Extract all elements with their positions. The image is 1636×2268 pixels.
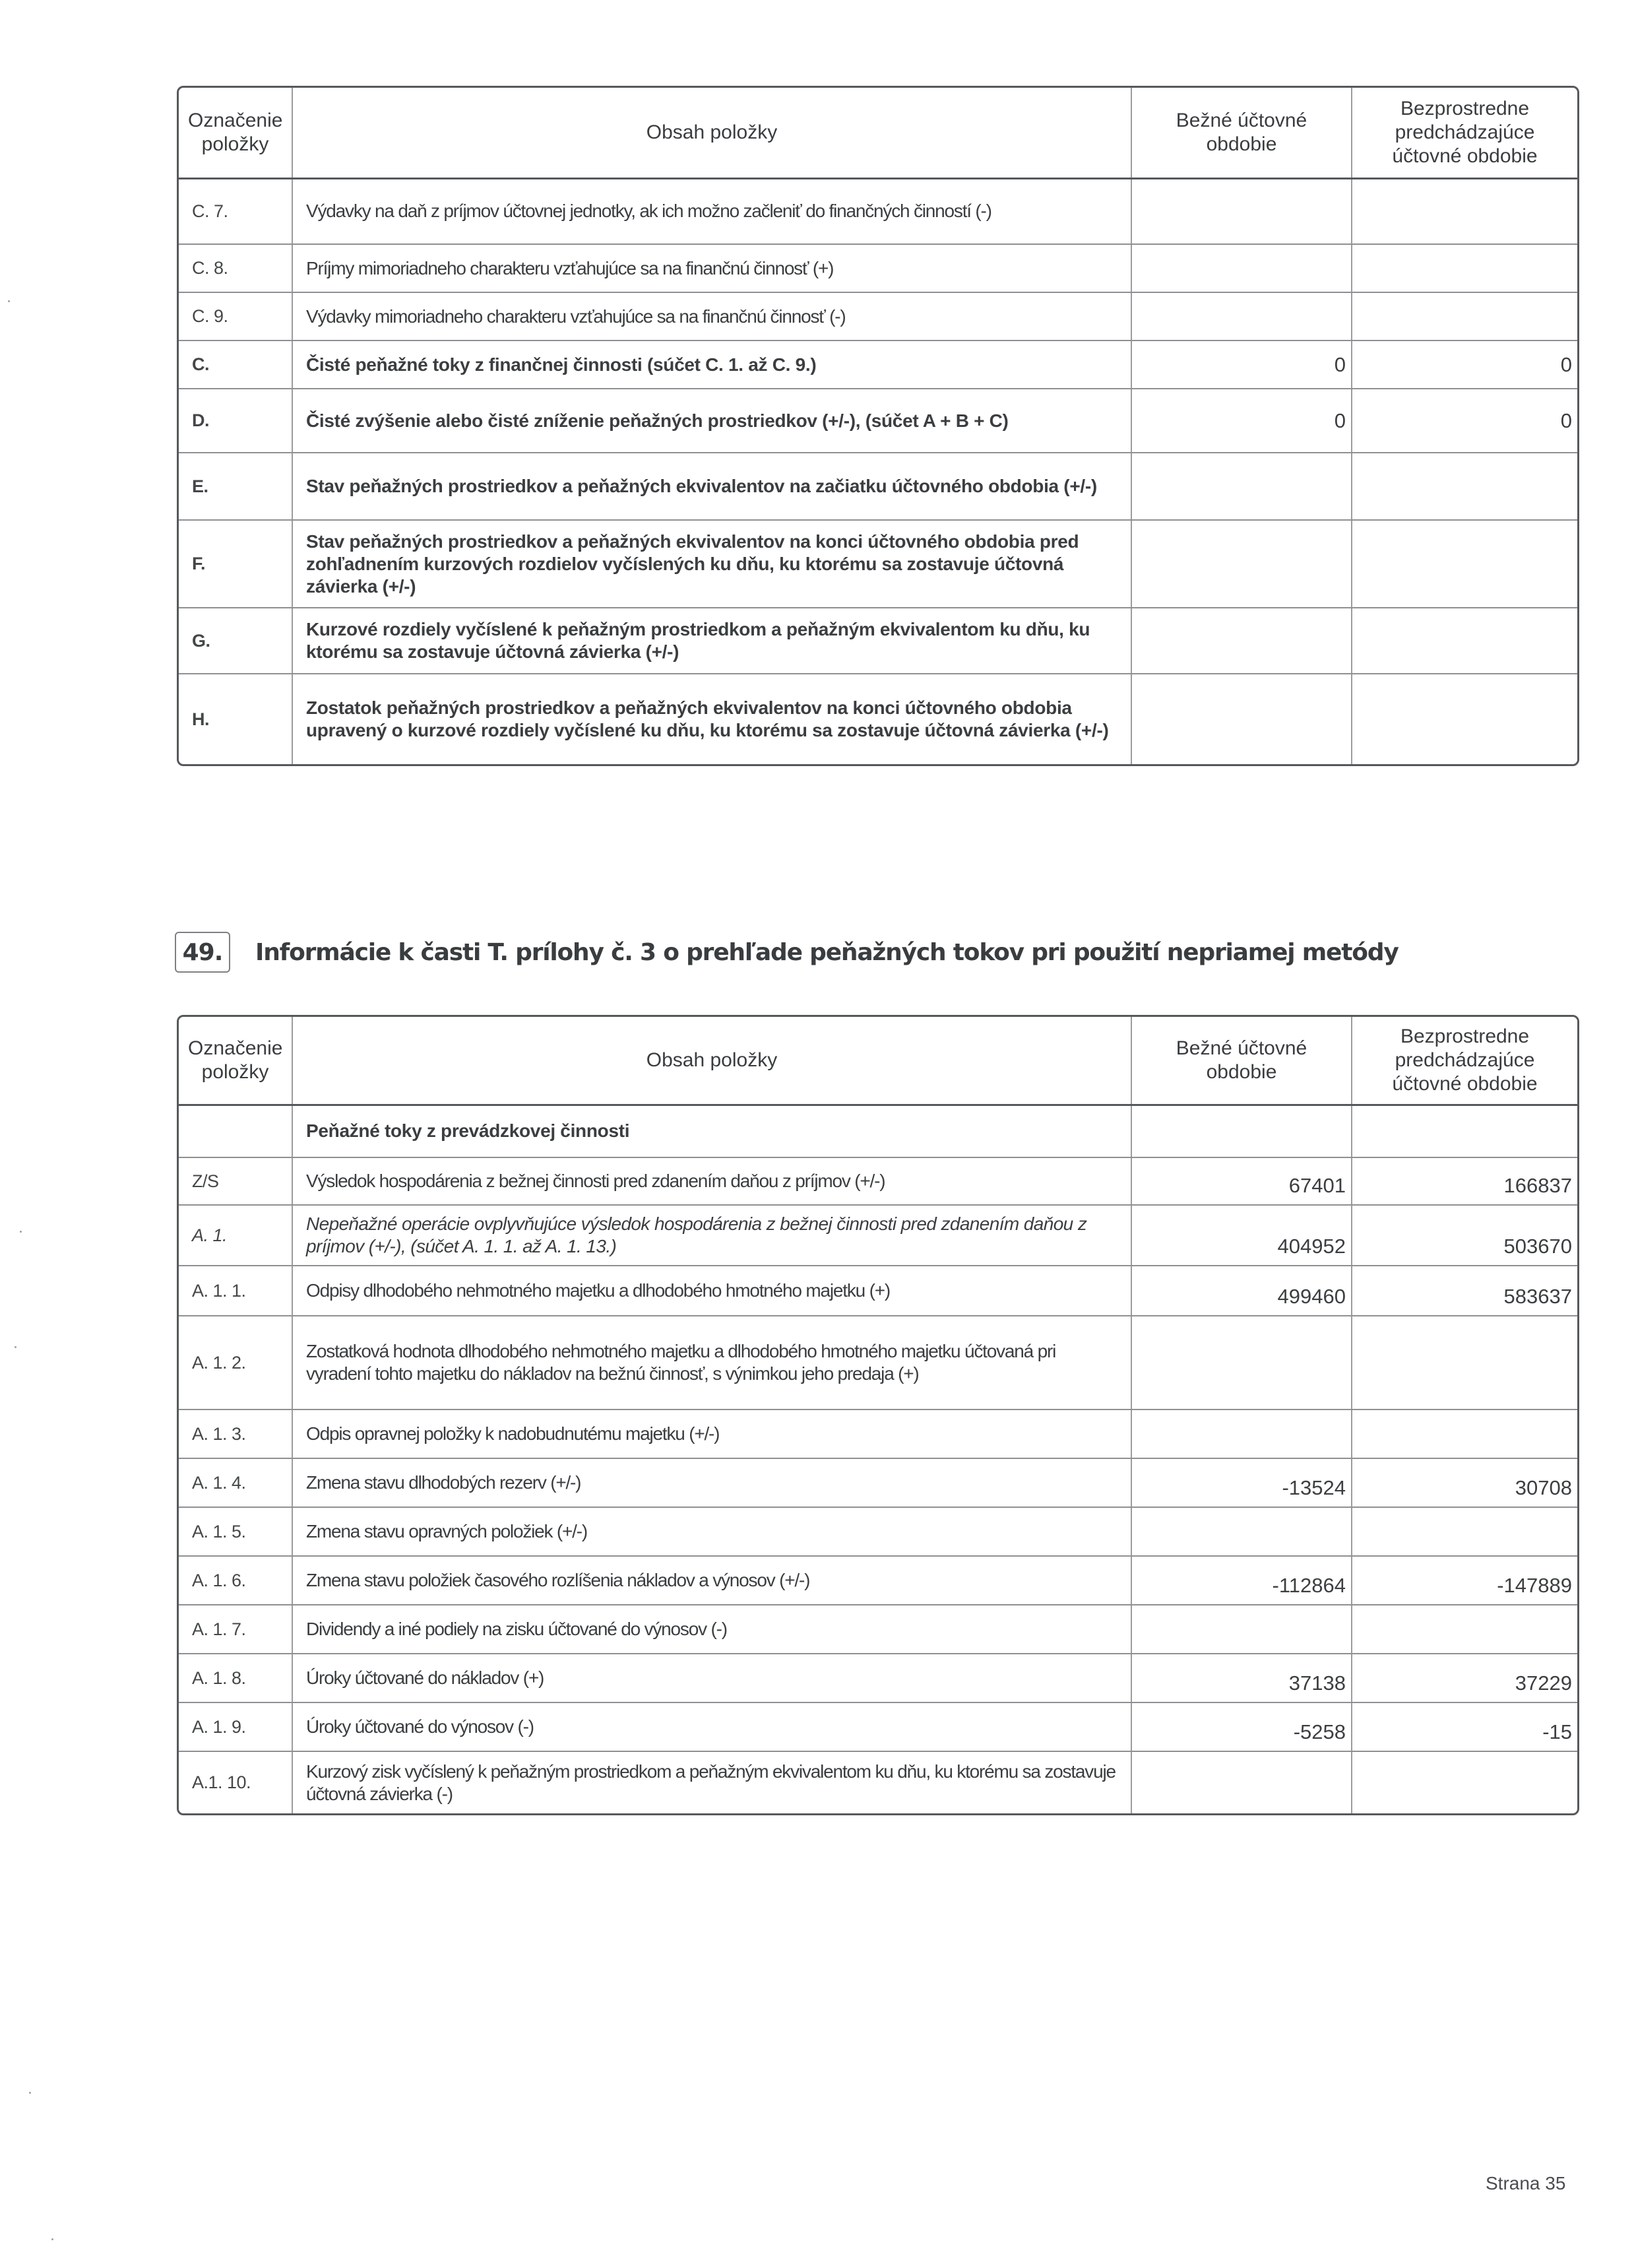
value-current-period xyxy=(1131,453,1352,520)
value-current-period: 37138 xyxy=(1131,1654,1352,1702)
header-code: Označenie položky xyxy=(179,88,292,178)
value-previous-period: 0 xyxy=(1352,389,1577,453)
value-previous-period xyxy=(1352,1507,1577,1556)
table-row xyxy=(179,1157,1577,1205)
value-current-period xyxy=(1131,178,1352,244)
item-code: A. 1. xyxy=(179,1205,292,1266)
value-current-period xyxy=(1131,520,1352,608)
item-description: Odpis opravnej položky k nadobudnutému majetku (+/-) xyxy=(292,1409,1131,1458)
value-previous-period xyxy=(1352,1409,1577,1458)
value-current-period xyxy=(1131,1751,1352,1813)
table-row xyxy=(179,1409,1577,1458)
table-row xyxy=(179,608,1577,674)
value-current-period xyxy=(1131,244,1352,292)
item-description: Úroky účtované do nákladov (+) xyxy=(292,1654,1131,1702)
table-row xyxy=(179,1316,1577,1409)
value-previous-period xyxy=(1352,520,1577,608)
scan-speck xyxy=(29,2092,31,2094)
value-current-period xyxy=(1131,674,1352,764)
value-current-period xyxy=(1131,1507,1352,1556)
value-previous-period xyxy=(1352,1605,1577,1654)
item-code: A. 1. 2. xyxy=(179,1316,292,1409)
item-description: Peňažné toky z prevádzkovej činnosti xyxy=(292,1105,1131,1157)
section-number: 49. xyxy=(175,932,230,973)
item-description: Výdavky na daň z príjmov účtovnej jednotky, ak ich možno začleniť do finančných činností (-) xyxy=(292,178,1131,244)
table-row xyxy=(179,1751,1577,1813)
table-row xyxy=(179,1507,1577,1556)
item-code: E. xyxy=(179,453,292,520)
value-previous-period xyxy=(1352,608,1577,674)
value-previous-period: 503670 xyxy=(1352,1205,1577,1266)
value-current-period: -13524 xyxy=(1131,1458,1352,1507)
item-code: C. 7. xyxy=(179,178,292,244)
table-row xyxy=(179,389,1577,453)
value-current-period xyxy=(1131,1409,1352,1458)
item-code: C. 8. xyxy=(179,244,292,292)
value-previous-period xyxy=(1352,178,1577,244)
value-previous-period: -15 xyxy=(1352,1702,1577,1751)
table-row xyxy=(179,178,1577,244)
value-current-period: 0 xyxy=(1131,340,1352,389)
item-description: Zmena stavu opravných položiek (+/-) xyxy=(292,1507,1131,1556)
item-code: Z/S xyxy=(179,1157,292,1205)
item-code xyxy=(179,1105,292,1157)
table-row xyxy=(179,1654,1577,1702)
value-current-period: 404952 xyxy=(1131,1205,1352,1266)
item-code: A. 1. 9. xyxy=(179,1702,292,1751)
value-previous-period xyxy=(1352,1316,1577,1409)
table-row xyxy=(179,1556,1577,1605)
table-row xyxy=(179,340,1577,389)
item-code: A. 1. 5. xyxy=(179,1507,292,1556)
item-description: Zmena stavu položiek časového rozlíšenia nákladov a výnosov (+/-) xyxy=(292,1556,1131,1605)
item-description: Výsledok hospodárenia z bežnej činnosti pred zdanením daňou z príjmov (+/-) xyxy=(292,1157,1131,1205)
item-description: Zostatková hodnota dlhodobého nehmotného majetku a dlhodobého hmotného majetku účtovaná pri vyradení tohto majetku do nákladov na bežnú činnosť, s výnimkou jeho predaja (+) xyxy=(292,1316,1131,1409)
header-current-period: Bežné účtovné obdobie xyxy=(1131,1017,1352,1105)
header-description: Obsah položky xyxy=(292,88,1131,178)
item-description: Úroky účtované do výnosov (-) xyxy=(292,1702,1131,1751)
item-code: G. xyxy=(179,608,292,674)
header-description: Obsah položky xyxy=(292,1017,1131,1105)
item-code: A. 1. 1. xyxy=(179,1266,292,1316)
header-previous-period: Bezprostredne predchádzajúce účtovné obdobie xyxy=(1352,1017,1577,1105)
value-current-period: -112864 xyxy=(1131,1556,1352,1605)
table-row xyxy=(179,1702,1577,1751)
value-current-period xyxy=(1131,292,1352,340)
header-previous-period: Bezprostredne predchádzajúce účtovné obdobie xyxy=(1352,88,1577,178)
value-previous-period: -147889 xyxy=(1352,1556,1577,1605)
table-row xyxy=(179,1205,1577,1266)
table-row xyxy=(179,520,1577,608)
cash-flow-table-indirect-method xyxy=(177,1015,1579,1815)
value-previous-period xyxy=(1352,244,1577,292)
header-code: Označenie položky xyxy=(179,1017,292,1105)
table-row xyxy=(179,244,1577,292)
table-row xyxy=(179,453,1577,520)
item-description: Čisté zvýšenie alebo čisté zníženie peňažných prostriedkov (+/-), (súčet A + B + C) xyxy=(292,389,1131,453)
cash-flow-table-financing xyxy=(177,86,1579,766)
table-row xyxy=(179,674,1577,764)
table-row xyxy=(179,1266,1577,1316)
scan-speck xyxy=(8,300,10,302)
value-previous-period: 583637 xyxy=(1352,1266,1577,1316)
item-code: A. 1. 6. xyxy=(179,1556,292,1605)
value-current-period xyxy=(1131,1316,1352,1409)
item-description: Príjmy mimoriadneho charakteru vzťahujúce sa na finančnú činnosť (+) xyxy=(292,244,1131,292)
scan-speck xyxy=(20,1231,22,1233)
value-previous-period xyxy=(1352,292,1577,340)
item-description: Zmena stavu dlhodobých rezerv (+/-) xyxy=(292,1458,1131,1507)
value-current-period xyxy=(1131,1605,1352,1654)
header-current-period: Bežné účtovné obdobie xyxy=(1131,88,1352,178)
value-previous-period: 0 xyxy=(1352,340,1577,389)
item-code: C. xyxy=(179,340,292,389)
item-description: Nepeňažné operácie ovplyvňujúce výsledok hospodárenia z bežnej činnosti pred zdanením daňou z príjmov (+/-), (súčet A. 1. 1. až A. 1. 13.) xyxy=(292,1205,1131,1266)
item-code: H. xyxy=(179,674,292,764)
value-previous-period: 37229 xyxy=(1352,1654,1577,1702)
value-current-period: 0 xyxy=(1131,389,1352,453)
table-row xyxy=(179,292,1577,340)
value-previous-period xyxy=(1352,1105,1577,1157)
item-code: F. xyxy=(179,520,292,608)
item-code: A. 1. 8. xyxy=(179,1654,292,1702)
table-header-row xyxy=(179,88,1577,178)
value-current-period xyxy=(1131,608,1352,674)
page-number: Strana 35 xyxy=(1486,2173,1566,2193)
item-code: C. 9. xyxy=(179,292,292,340)
item-code: A. 1. 3. xyxy=(179,1409,292,1458)
section-heading xyxy=(175,932,1399,972)
item-code: D. xyxy=(179,389,292,453)
item-description: Kurzový zisk vyčíslený k peňažným prostriedkom a peňažným ekvivalentom ku dňu, ku ktorému sa zostavuje účtovná závierka (-) xyxy=(292,1751,1131,1813)
value-previous-period: 166837 xyxy=(1352,1157,1577,1205)
item-description: Stav peňažných prostriedkov a peňažných ekvivalentov na začiatku účtovného obdobia (+/-) xyxy=(292,453,1131,520)
item-code: A. 1. 7. xyxy=(179,1605,292,1654)
table-row xyxy=(179,1105,1577,1157)
item-description: Odpisy dlhodobého nehmotného majetku a dlhodobého hmotného majetku (+) xyxy=(292,1266,1131,1316)
table-header-row xyxy=(179,1017,1577,1105)
item-description: Dividendy a iné podiely na zisku účtované do výnosov (-) xyxy=(292,1605,1131,1654)
item-code: A.1. 10. xyxy=(179,1751,292,1813)
value-current-period: 499460 xyxy=(1131,1266,1352,1316)
value-previous-period xyxy=(1352,453,1577,520)
item-description: Zostatok peňažných prostriedkov a peňažných ekvivalentov na konci účtovného obdobia upravený o kurzové rozdiely vyčíslené ku dňu, ku ktorému sa zostavuje účtovná závierka (+/-) xyxy=(292,674,1131,764)
item-description: Výdavky mimoriadneho charakteru vzťahujúce sa na finančnú činnosť (-) xyxy=(292,292,1131,340)
value-current-period xyxy=(1131,1105,1352,1157)
value-current-period: -5258 xyxy=(1131,1702,1352,1751)
table-row xyxy=(179,1605,1577,1654)
value-previous-period xyxy=(1352,674,1577,764)
value-current-period: 67401 xyxy=(1131,1157,1352,1205)
value-previous-period: 30708 xyxy=(1352,1458,1577,1507)
section-title: Informácie k časti T. prílohy č. 3 o prehľade peňažných tokov pri použití nepriamej metódy xyxy=(255,938,1399,966)
item-description: Kurzové rozdiely vyčíslené k peňažným prostriedkom a peňažným ekvivalentom ku dňu, ku ktorému sa zostavuje účtovná závierka (+/-) xyxy=(292,608,1131,674)
scan-speck xyxy=(15,1346,16,1348)
table-row xyxy=(179,1458,1577,1507)
item-description: Čisté peňažné toky z finančnej činnosti (súčet C. 1. až C. 9.) xyxy=(292,340,1131,389)
scan-speck xyxy=(51,2238,53,2240)
item-description: Stav peňažných prostriedkov a peňažných ekvivalentov na konci účtovného obdobia pred zohľadnením kurzových rozdielov vyčíslených ku dňu, ku ktorému sa zostavuje účtovná závierka (+/-) xyxy=(292,520,1131,608)
item-code: A. 1. 4. xyxy=(179,1458,292,1507)
value-previous-period xyxy=(1352,1751,1577,1813)
